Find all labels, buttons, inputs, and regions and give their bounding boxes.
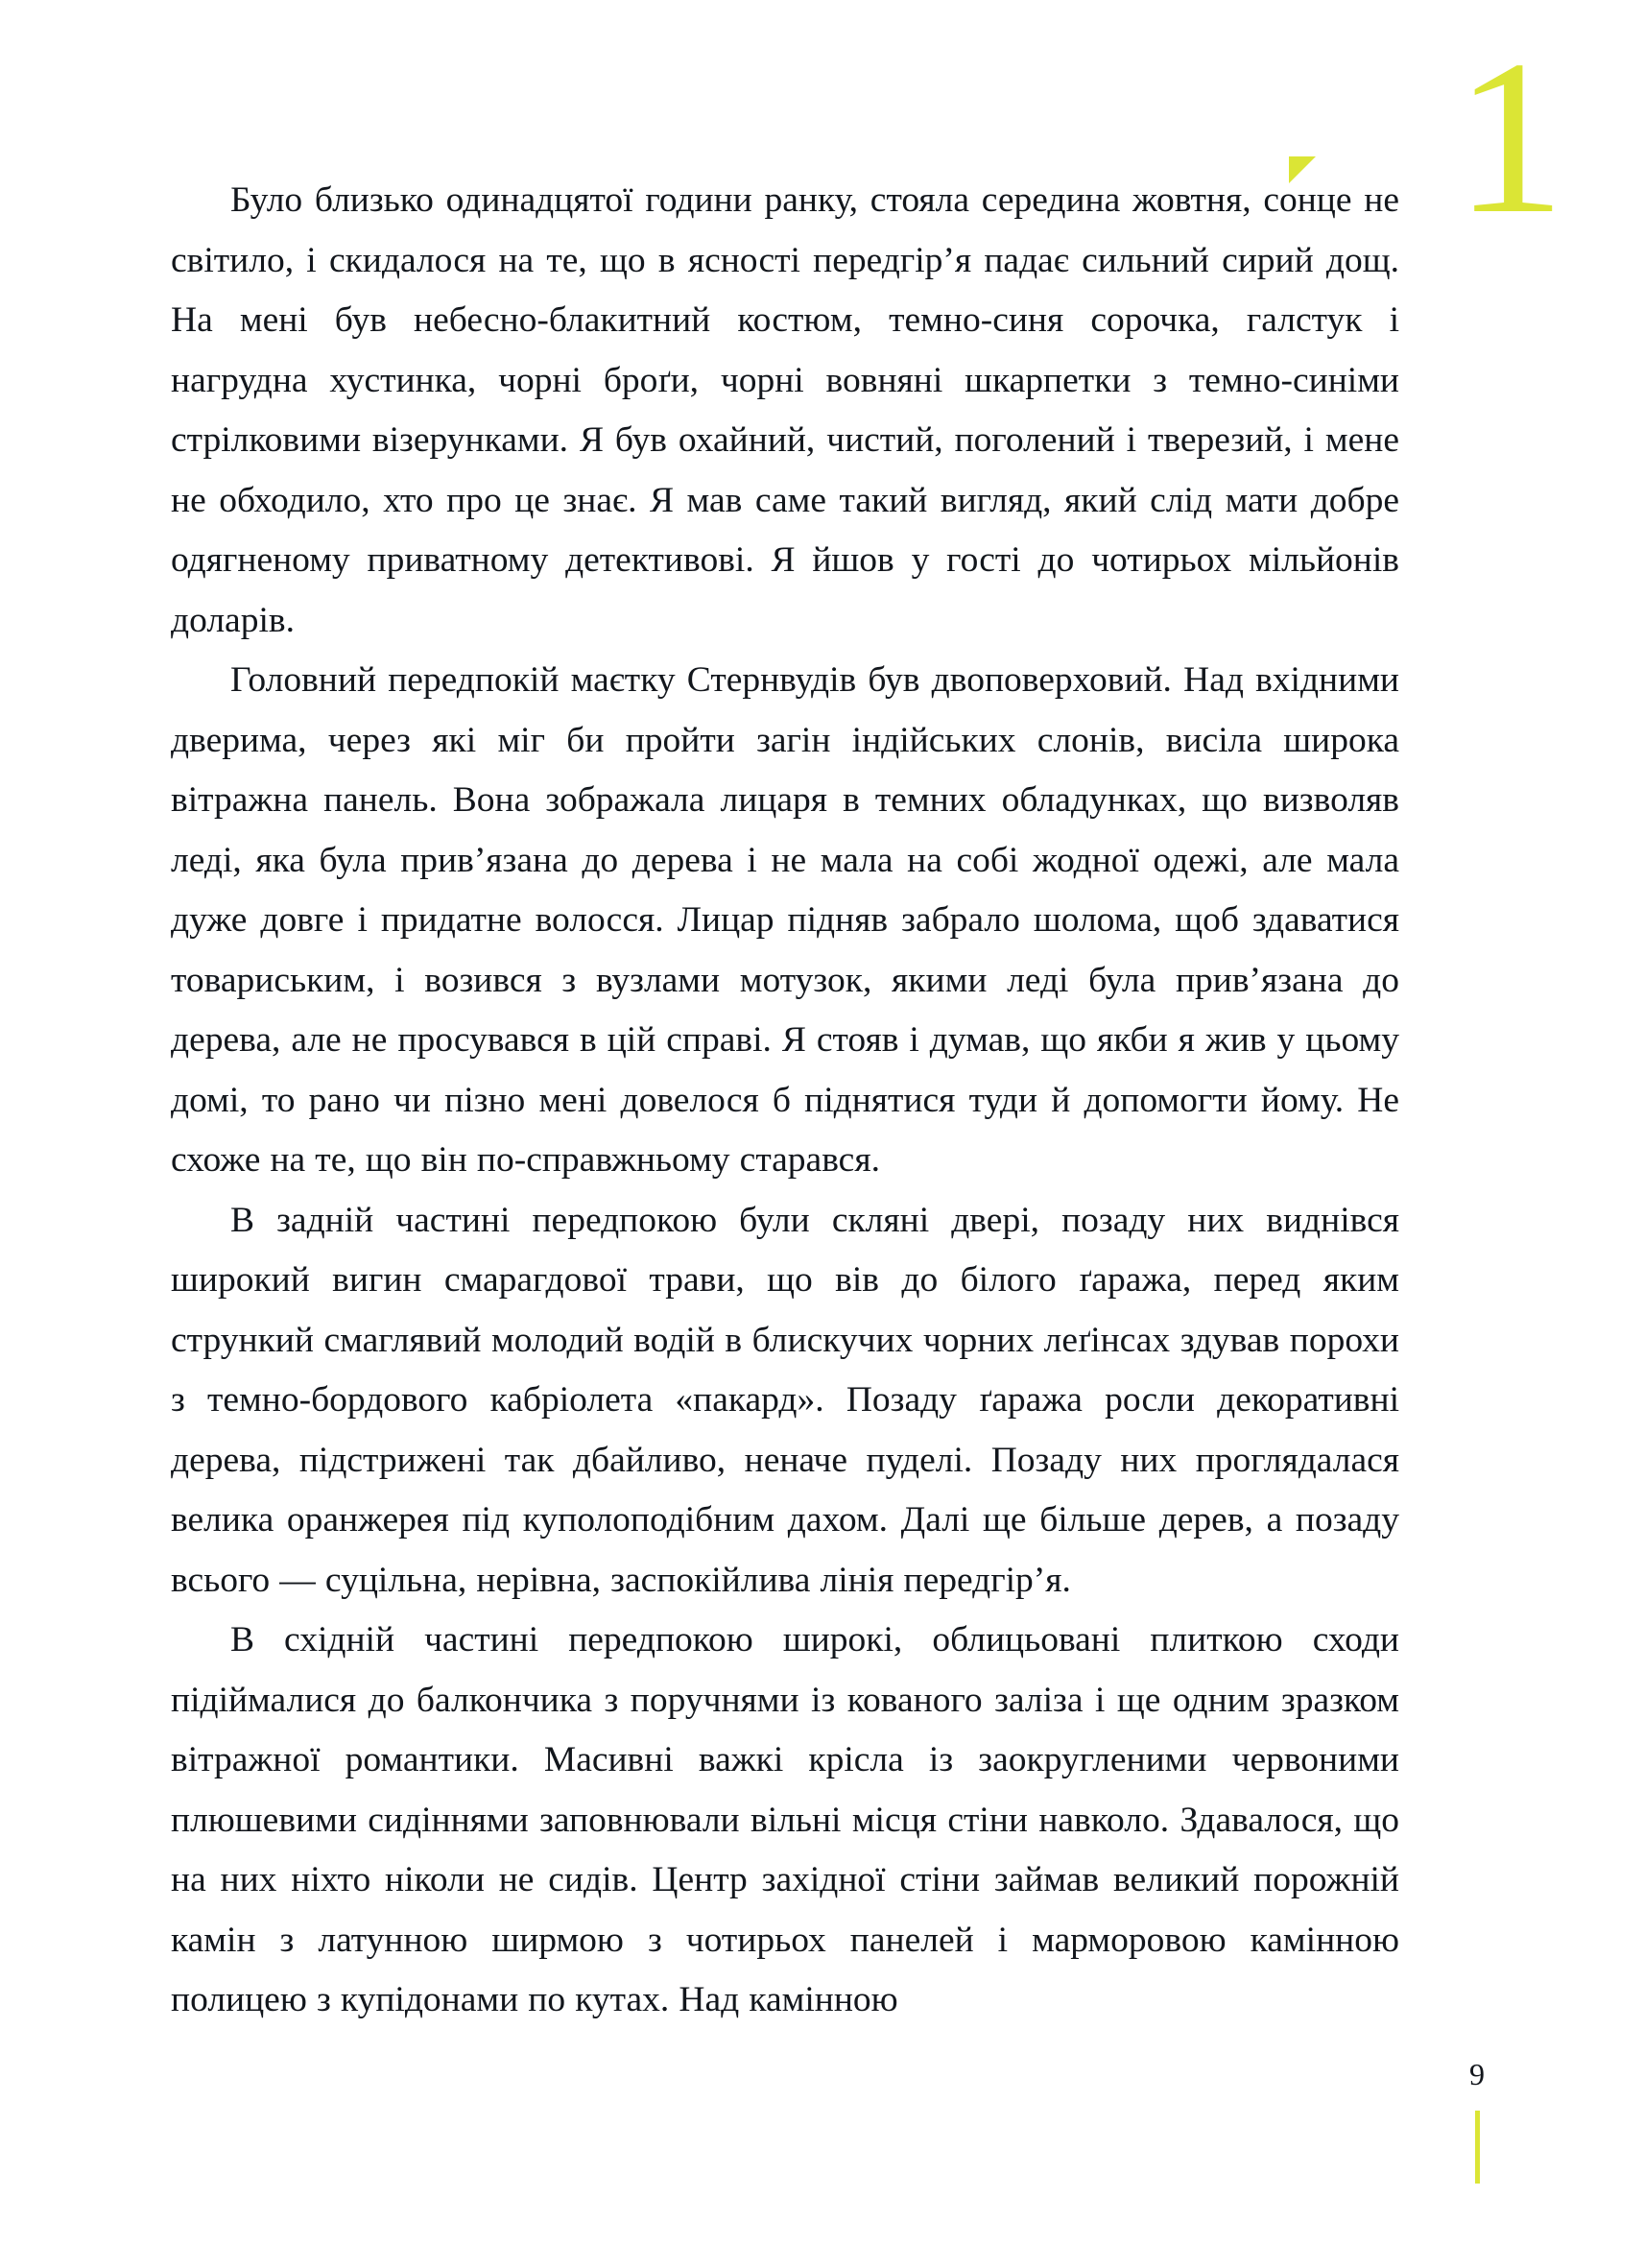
folio-rule: [1475, 2111, 1480, 2184]
folio: [1419, 2059, 1535, 2184]
chapter-number: 1: [1455, 14, 1561, 259]
body-text-column: [171, 171, 1399, 2031]
page-number: 9: [1469, 2057, 1485, 2091]
paragraph: В східній частині передпокою широкі, облицьовані плиткою сходи підіймалися до балкончика з поручнями із кованого заліза і ще одним зразком вітражної романтики. Масивні важкі крісла із заокругленими червоними плюшевими сидіннями заповнювали вільні місця стіни навколо. Здавалося, що на них ніхто ніколи не сидів. Центр західної стіни займав великий порожній камін з латунною ширмою з чотирьох панелей і марморовою камінною полицею з купідонами по кутах. Над камінною: [171, 1620, 1399, 2019]
paragraph: Головний передпокій маєтку Стернвудів був двоповерховий. Над вхідними дверима, через які міг би пройти загін індійських слонів, висіла широка вітражна панель. Вона зображала лицаря в темних обладунках, що визволяв леді, яка була прив’язана до дерева і не мала на собі жодної одежі, але мала дуже довге і придатне волосся. Лицар підняв забрало шолома, щоб здаватися товариським, і возився з вузлами мотузок, якими леді була прив’язана до дерева, але не просувався в цій справі. Я стояв і думав, що якби я жив у цьому домі, то рано чи пізно мені довелося б піднятися туди й допомогти йому. Не схоже на те, що він по-справжньому старався.: [171, 660, 1399, 1180]
paragraph: В задній частині передпокою були скляні двері, позаду них виднівся широкий вигин смарагдової трави, що вів до білого ґаража, перед яким стрункий смаглявий молодий водій в блискучих чорних леґінсах здував порохи з темно-бордового кабріолета «пакард». Позаду ґаража росли декоративні дерева, підстрижені так дбайливо, неначе пуделі. Позаду них проглядалася велика оранжерея під куполоподібним дахом. Далі ще більше дерев, а позаду всього — суцільна, нерівна, заспокійлива лінія передгір’я.: [171, 1200, 1399, 1600]
paragraph: Було близько одинадцятої години ранку, стояла середина жовтня, сонце не світило, і скидалося на те, що в ясності передгір’я падає сильний сирий дощ. На мені був небесно-блакитний костюм, темно-синя сорочка, галстук і нагрудна хустинка, чорні броґи, чорні вовняні шкарпетки з темно-синіми стрілковими візерунками. Я був охайний, чистий, поголений і тверезий, і мене не обходило, хто про це знає. Я мав саме такий вигляд, який слід мати добре одягненому приватному детективові. Я йшов у гості до чотирьох мільйонів доларів.: [171, 180, 1399, 640]
